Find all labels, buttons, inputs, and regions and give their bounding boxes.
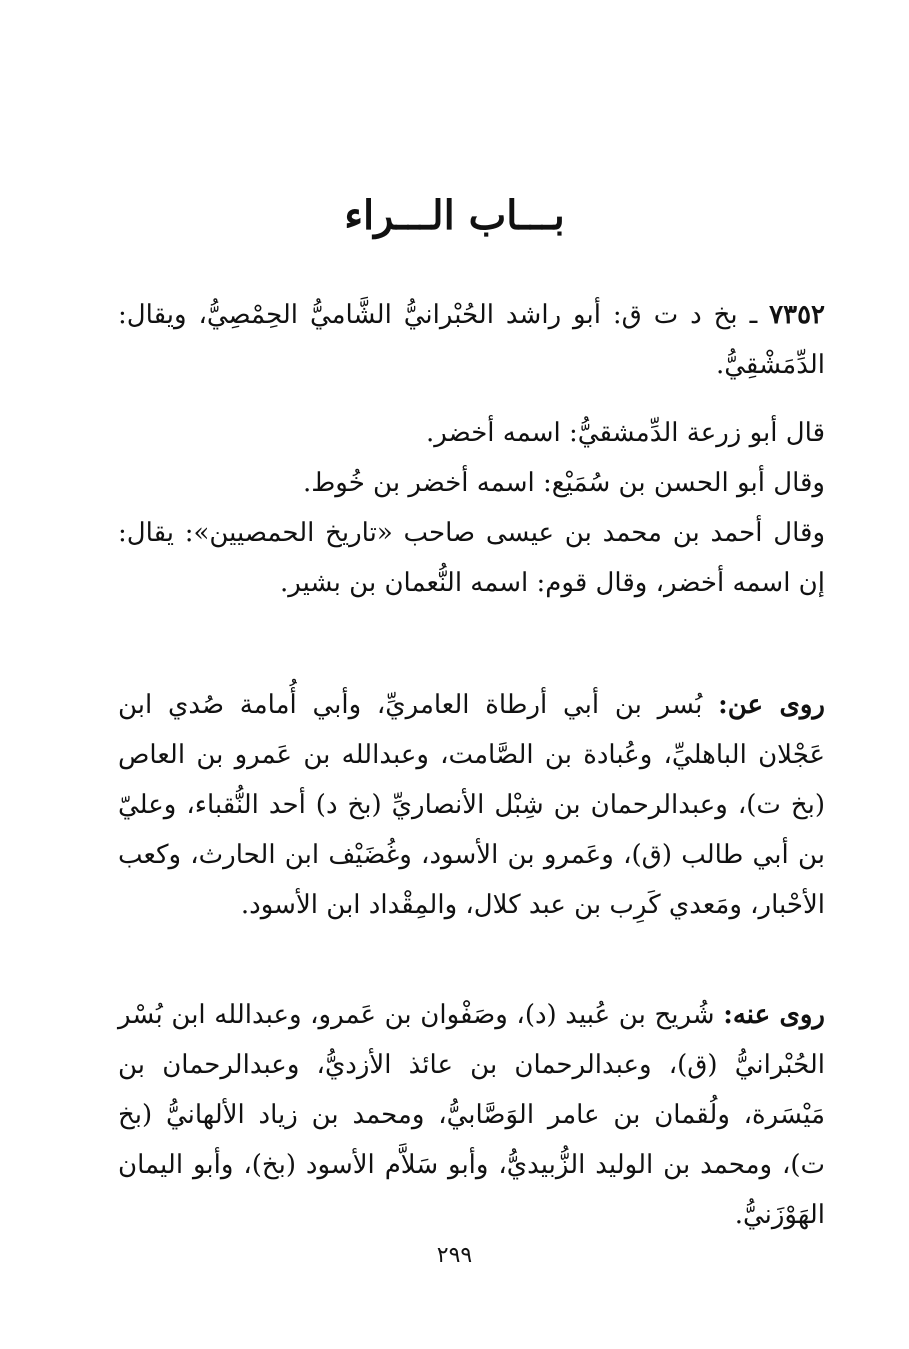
narrated-from-section bbox=[118, 680, 825, 930]
page-number: ٢٩٩ bbox=[436, 1243, 473, 1268]
narrated-from-text: بُسر بن أبي أرطاة العامريِّ، وأبي أُمامة صُدي ابن عَجْلان الباهليِّ، وعُبادة بن الصَّامت، وعبدالله بن عَمرو بن العاص (بخ ت)، وعبدالرحمان بن شِبْل الأنصاريِّ (بخ د) أحد النُّقباء، وعليّ بن أبي طالب (ق)، وعَمرو بن الأسود، وغُضَيْف ابن الحارث، وكعب الأحْبار، ومَعدي كَرِب بن عبد كلال، والمِقْداد ابن الأسود. bbox=[118, 690, 825, 920]
entry-number: ٧٣٥٢ bbox=[769, 300, 825, 330]
name-opinion-3: وقال أحمد بن محمد بن عيسى صاحب «تاريخ الحمصيين»: يقال: إن اسمه أخضر، وقال قوم: اسمه النُّعمان بن بشير. bbox=[118, 518, 825, 598]
name-opinion-2: وقال أبو الحسن بن سُمَيْع: اسمه أخضر بن خُوط. bbox=[302, 468, 825, 498]
narrated-from-paragraph bbox=[118, 680, 825, 930]
chapter-title: بـــاب الـــراء bbox=[344, 192, 565, 239]
narrated-from-label: روى عن: bbox=[718, 690, 825, 720]
entry-heading bbox=[118, 290, 825, 390]
entry-heading-text: ـ بخ د ت ق: أبو راشد الحُبْرانيُّ الشَّاميُّ الحِمْصِيُّ، ويقال: الدِّمَشْقِيُّ. bbox=[118, 300, 825, 380]
name-opinion-1: قال أبو زرعة الدِّمشقيُّ: اسمه أخضر. bbox=[426, 418, 825, 448]
narrated-by-paragraph bbox=[118, 990, 825, 1240]
narrated-by-text: شُريح بن عُبيد (د)، وصَفْوان بن عَمرو، وعبدالله ابن بُسْر الحُبْرانيُّ (ق)، وعبدالرحمان بن عائذ الأزديُّ، وعبدالرحمان بن مَيْسَرة، ولُقمان بن عامر الوَصَّابيُّ، ومحمد بن زياد الألهانيُّ (بخ ت)، ومحمد بن الوليد الزُّبيديُّ، وأبو سَلاَّم الأسود (بخ)، وأبو اليمان الهَوْزَنيُّ. bbox=[118, 1000, 825, 1230]
name-opinions bbox=[118, 408, 825, 608]
narrated-by-label: روى عنه: bbox=[723, 1000, 825, 1030]
entry-heading-paragraph bbox=[118, 290, 825, 390]
narrated-by-section bbox=[118, 990, 825, 1240]
